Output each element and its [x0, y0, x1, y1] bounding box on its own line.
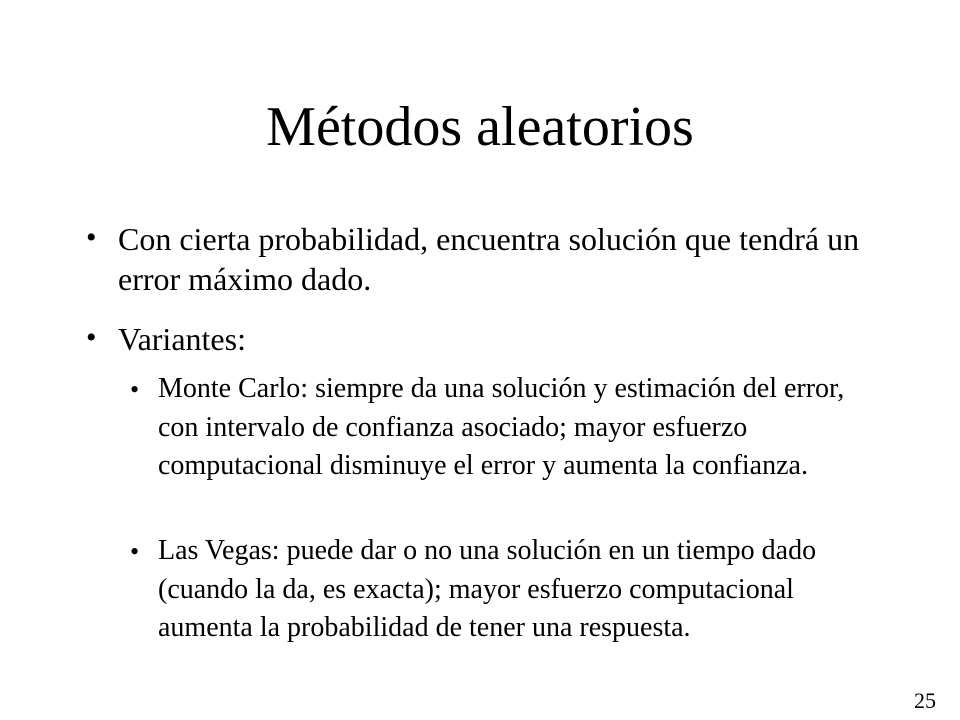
bullet-marker: • — [86, 221, 97, 254]
sub-bullet-monte-carlo: Monte Carlo: siempre da una solución y estimación del error, con intervalo de confianza asociado; mayor esfuerzo computacional disminuye el error y aumenta la confianza. — [158, 373, 845, 481]
sub-bullet-marker: • — [130, 537, 140, 566]
page-number: 25 — [914, 688, 936, 713]
bullet-item-probability: Con cierta probabilidad, encuentra solución que tendrá un error máximo dado. — [118, 221, 860, 297]
bullet-item-variants: Variantes: — [118, 321, 246, 357]
sub-bullet-las-vegas: Las Vegas: puede dar o no una solución en un tiempo dado (cuando la da, es exacta); mayor esfuerzo computacional aumenta la probabilidad de tener una respuesta. — [158, 535, 817, 643]
slide-title: Métodos aleatorios — [266, 96, 694, 158]
sub-bullet-marker: • — [130, 375, 140, 404]
bullet-marker: • — [86, 321, 97, 354]
